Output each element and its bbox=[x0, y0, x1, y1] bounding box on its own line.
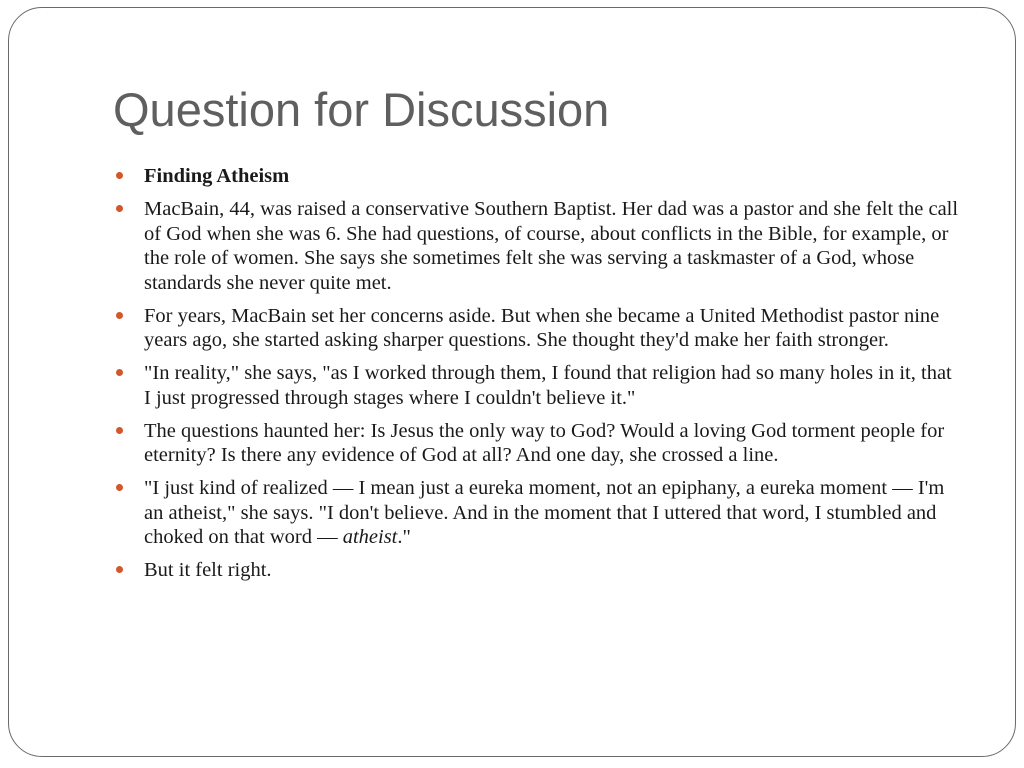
bullet-dot-icon bbox=[116, 312, 123, 319]
bullet-dot-icon bbox=[116, 172, 123, 179]
bullet-item bbox=[115, 304, 960, 353]
bullet-text: "In reality," she says, "as I worked through them, I found that religion had so many holes in it, that I just progressed through stages where I couldn't believe it." bbox=[144, 362, 952, 409]
bullet-dot-icon bbox=[116, 484, 123, 491]
bullet-item bbox=[115, 558, 960, 583]
bullet-dot-icon bbox=[116, 566, 123, 573]
slide-title: Question for Discussion bbox=[113, 83, 610, 136]
bullet-item bbox=[115, 419, 960, 468]
bullet-text-before: "I just kind of realized — I mean just a eureka moment, not an epiphany, a eureka moment — I'm an atheist," she says. "I don't believe. And in the moment that I uttered that word, I stumbled and choked on that word — bbox=[144, 477, 945, 548]
bullet-dot-icon bbox=[116, 369, 123, 376]
bullet-text-italic: atheist bbox=[342, 526, 398, 548]
bullet-dot-icon bbox=[116, 205, 123, 212]
bullet-text-after: ." bbox=[397, 526, 411, 548]
bullet-item bbox=[115, 197, 960, 295]
bullet-text: But it felt right. bbox=[144, 559, 272, 581]
bullet-text: MacBain, 44, was raised a conservative Southern Baptist. Her dad was a pastor and she felt the call of God when she was 6. She had questions, of course, about conflicts in the Bible, for example, or the role of women. She says she sometimes felt she was serving a taskmaster of a God, whose standards she never quite met. bbox=[144, 198, 959, 294]
bullet-text: The questions haunted her: Is Jesus the only way to God? Would a loving God torment people for eternity? Is there any evidence of God at all? And one day, she crossed a line. bbox=[144, 419, 945, 466]
bullet-item bbox=[115, 164, 960, 189]
bullet-text: For years, MacBain set her concerns aside. But when she became a United Methodist pastor nine years ago, she started asking sharper questions. She thought they'd make her faith stronger. bbox=[144, 304, 940, 351]
bullet-dot-icon bbox=[116, 427, 123, 434]
bullet-item bbox=[115, 361, 960, 410]
bullet-item bbox=[115, 476, 960, 550]
bullet-heading: Finding Atheism bbox=[144, 165, 290, 187]
bullet-list bbox=[115, 164, 960, 591]
